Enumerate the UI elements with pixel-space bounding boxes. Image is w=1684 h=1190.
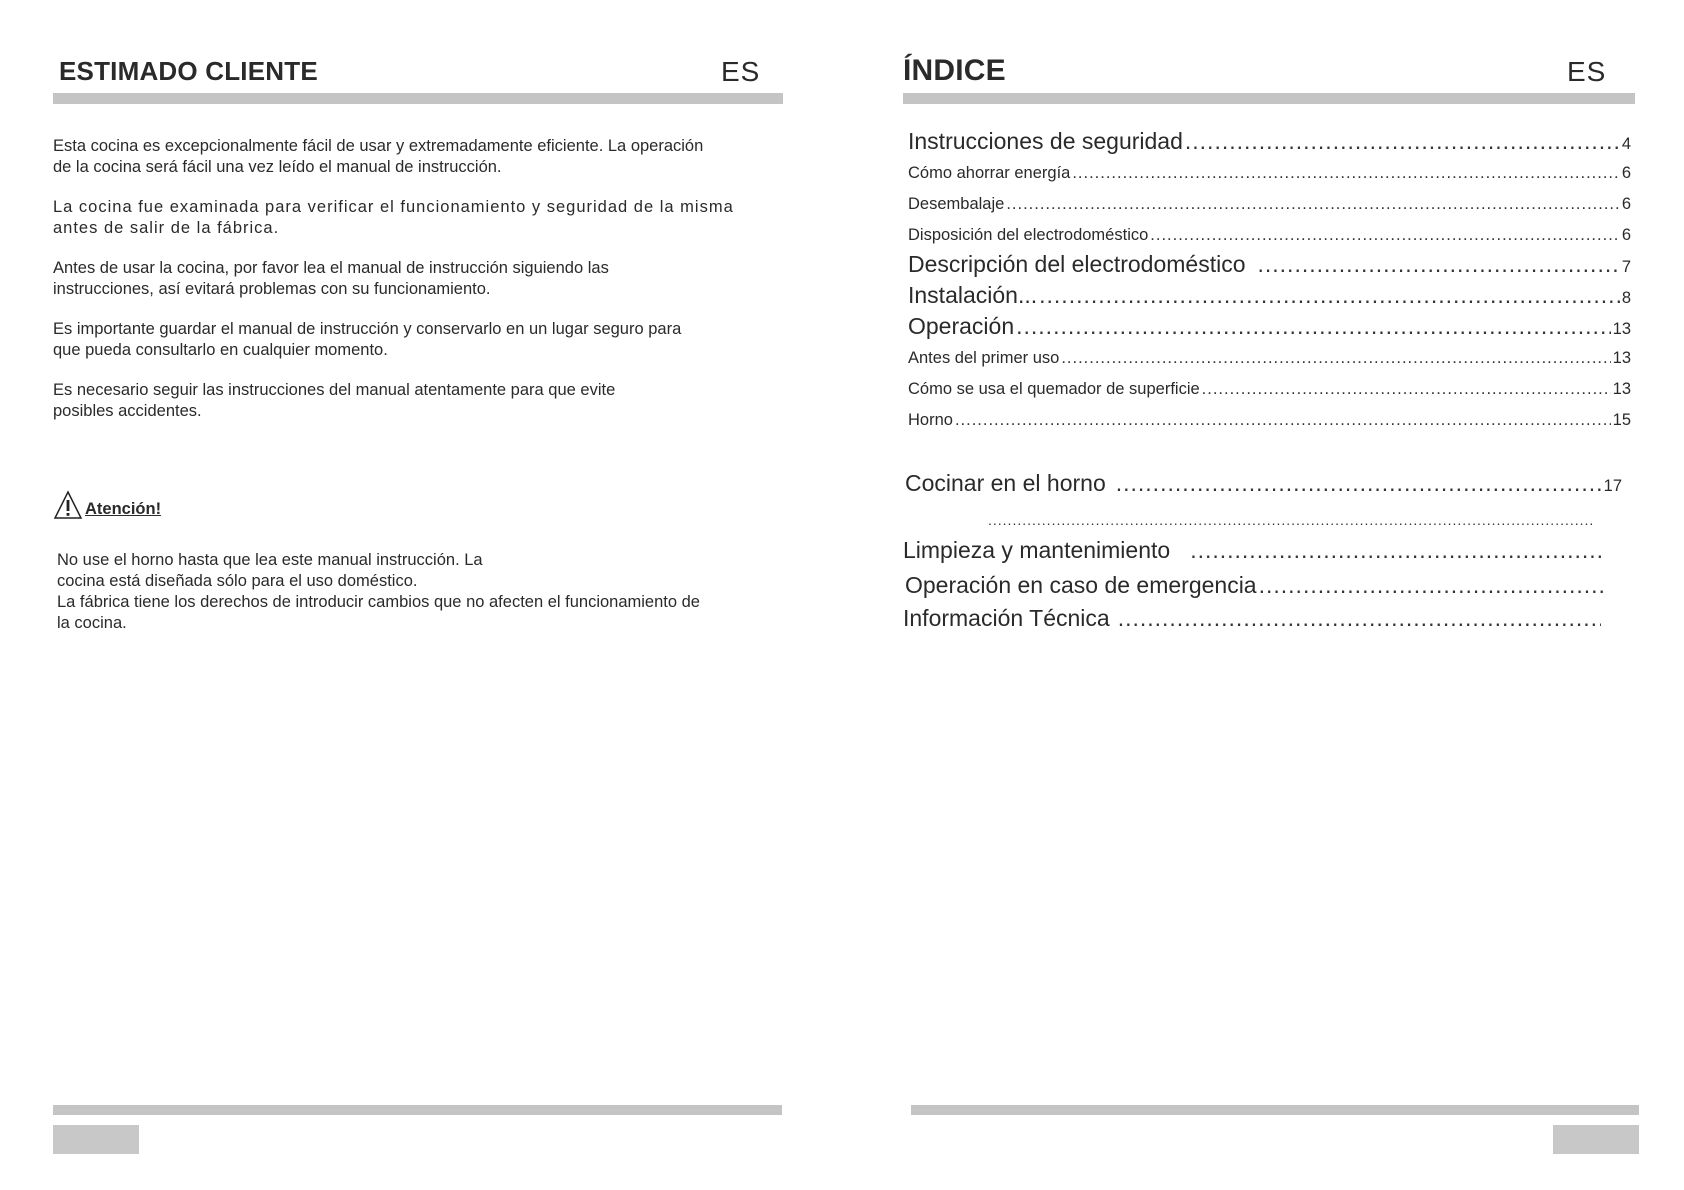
language-code: ES <box>1567 56 1607 87</box>
language-code: ES <box>721 56 761 87</box>
warning-text: No use el horno hasta que lea este manual instrucción. La cocina está diseñada sólo para el uso doméstico. La fábrica tiene los derechos de introducir cambios que no afecten el funcionamiento de la cocina. <box>57 551 700 632</box>
toc-entry[interactable]: Desembalaje ..... 6 <box>908 195 1631 214</box>
toc-entry[interactable]: Cocinar en el horno ..... 17 <box>905 470 1622 497</box>
toc-entry[interactable]: Operación ..... 13 <box>908 313 1631 340</box>
page-number-box <box>1553 1125 1639 1154</box>
footer-divider <box>911 1105 1639 1115</box>
toc-entry[interactable]: Instalación... ..... 8 <box>908 282 1631 309</box>
right-page <box>903 0 1635 1190</box>
header-divider <box>903 93 1635 104</box>
paragraph: Es necesario seguir las instrucciones del manual atentamente para que evite posibles accidentes. <box>53 381 616 420</box>
page-title: ÍNDICE <box>903 54 1006 87</box>
header-divider <box>53 93 783 104</box>
toc-entry[interactable]: Instrucciones de seguridad ..... 4 <box>908 128 1631 155</box>
toc-entry[interactable]: Disposición del electrodoméstico ..... 6 <box>908 226 1631 245</box>
toc-entry[interactable]: Operación en caso de emergencia ..... <box>905 572 1605 599</box>
page-title: ESTIMADO CLIENTE <box>59 56 318 86</box>
page-number-box <box>53 1125 139 1154</box>
paragraph: Esta cocina es excepcionalmente fácil de usar y extremadamente eficiente. La operación de la cocina será fácil una vez leído el manual de instrucción. <box>53 137 704 176</box>
left-page <box>53 0 783 1190</box>
toc-entry[interactable]: Cómo ahorrar energía ..... 6 <box>908 164 1631 183</box>
toc-entry[interactable]: Limpieza y mantenimiento ..... <box>903 537 1605 564</box>
warning-label: Atención! <box>85 500 162 518</box>
warning-icon <box>53 490 83 520</box>
warning-heading <box>53 490 161 520</box>
toc-entry[interactable]: Horno ..... 15 <box>908 411 1631 430</box>
toc-entry[interactable]: Descripción del electrodoméstico ..... 7 <box>908 251 1631 278</box>
toc-entry[interactable]: Antes del primer uso ..... 13 <box>908 349 1631 368</box>
paragraph: La cocina fue examinada para verificar el funcionamiento y seguridad de la misma antes de salir de la fábrica. <box>53 198 734 237</box>
paragraph: Antes de usar la cocina, por favor lea el manual de instrucción siguiendo las instrucciones, así evitará problemas con su funcionamiento. <box>53 259 609 298</box>
footer-divider <box>53 1105 782 1115</box>
dotted-leader <box>988 512 1593 528</box>
toc-entry[interactable]: Información Técnica ..... <box>903 605 1603 632</box>
toc-entry[interactable]: Cómo se usa el quemador de superficie ..... 13 <box>908 380 1631 399</box>
paragraph: Es importante guardar el manual de instrucción y conservarlo en un lugar seguro para que pueda consultarlo en cualquier momento. <box>53 320 682 359</box>
